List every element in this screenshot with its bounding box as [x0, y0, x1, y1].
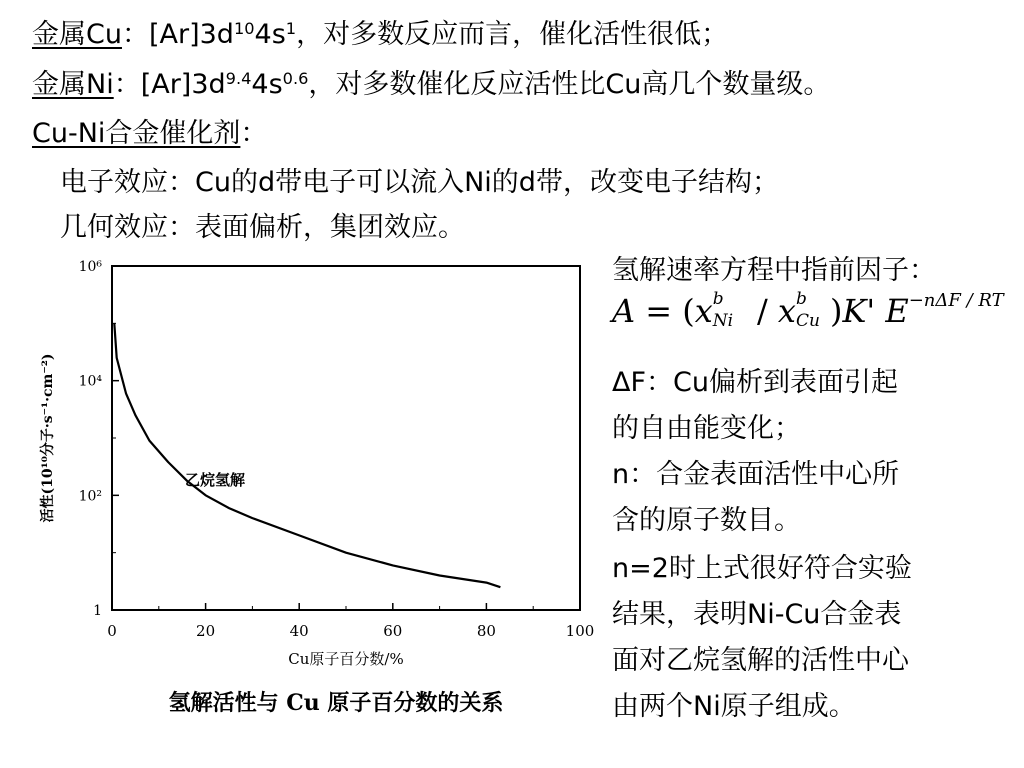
x-tick-label: 20: [196, 622, 216, 640]
conclusion-2: 结果，表明Ni-Cu合金表: [612, 599, 902, 630]
conclusion-4: 由两个Ni原子组成。: [612, 691, 856, 722]
x-axis-label: Cu原子百分数/%: [288, 650, 404, 668]
x-tick-label: 0: [107, 622, 117, 640]
electron-config: [Ar]3d: [148, 19, 234, 50]
x-tick-label: 60: [383, 622, 403, 640]
line-electronic-effect: 电子效应：Cu的d带电子可以流入Ni的d带，改变电子结构；: [60, 167, 779, 198]
label-metal-ni: 金属Ni: [32, 69, 114, 100]
orbital: 4s: [251, 69, 283, 100]
formula-equals: =: [645, 292, 673, 330]
formula-paren: ): [829, 292, 843, 330]
conclusion-3: 面对乙烷氢解的活性中心: [612, 645, 909, 676]
superscript: 0.6: [282, 69, 309, 89]
rate-equation-formula: [612, 288, 1004, 348]
y-tick-label: 1: [93, 603, 102, 619]
separator: ：: [240, 118, 268, 149]
formula-a: A: [612, 292, 636, 330]
formula-sup-b: b: [795, 288, 807, 309]
x-tick-label: 80: [476, 622, 496, 640]
label-alloy-catalyst: Cu-Ni合金催化剂: [32, 118, 241, 149]
y-tick-label: 10⁶: [78, 259, 102, 275]
superscript: 10: [233, 19, 255, 39]
conclusion-1: n=2时上式很好符合实验: [612, 553, 912, 584]
line-geometric-effect: 几何效应：表面偏析，集团效应。: [60, 212, 465, 243]
superscript: 9.4: [225, 69, 252, 89]
chart-caption: 氢解活性与 Cu 原子百分数的关系: [168, 690, 504, 716]
n-desc-1: n：合金表面活性中心所: [612, 459, 900, 490]
x-tick-label: 40: [289, 622, 309, 640]
rate-equation-intro: 氢解速率方程中指前因子：: [612, 255, 936, 286]
description: ，对多数催化反应活性比Cu高几个数量级。: [308, 69, 831, 100]
orbital: 4s: [254, 19, 286, 50]
formula-sub-cu: Cu: [795, 310, 820, 331]
description: ，对多数反应而言，催化活性很低；: [296, 19, 729, 50]
hydrogenolysis-activity-chart: [0, 250, 600, 740]
line-cu: [32, 18, 728, 52]
formula-paren: (: [682, 292, 695, 330]
y-tick-label: 10⁴: [78, 373, 102, 390]
n-desc-2: 含的原子数目。: [612, 505, 801, 536]
electron-config: [Ar]3d: [140, 69, 226, 100]
formula-exponent: −nΔF / RT: [908, 290, 1004, 311]
x-tick-label: 100: [565, 622, 595, 640]
label-metal-cu: 金属Cu: [32, 19, 122, 50]
formula-k-e: K' E: [842, 292, 909, 330]
series-line-ethane-hydrogenolysis: [114, 323, 500, 587]
line-ni: [32, 68, 830, 102]
separator: ：: [113, 69, 141, 100]
superscript: 1: [285, 19, 297, 39]
formula-x-cu: x: [777, 292, 796, 330]
y-axis-label: 活性(10¹⁰分子·s⁻¹·cm⁻²): [40, 353, 56, 523]
delta-f-desc-1: ΔF：Cu偏析到表面引起: [612, 367, 898, 398]
formula-x-ni: x: [694, 292, 713, 330]
series-annotation: 乙烷氢解: [184, 471, 245, 490]
formula-slash: /: [746, 292, 778, 330]
line-cu-ni-alloy: [32, 117, 267, 151]
formula-sub-ni: Ni: [712, 310, 734, 331]
y-tick-label: 10²: [78, 488, 102, 505]
separator: ：: [121, 19, 149, 50]
formula-sup-b: b: [712, 288, 724, 309]
plot-frame: [112, 266, 580, 610]
delta-f-desc-2: 的自由能变化；: [612, 413, 801, 444]
